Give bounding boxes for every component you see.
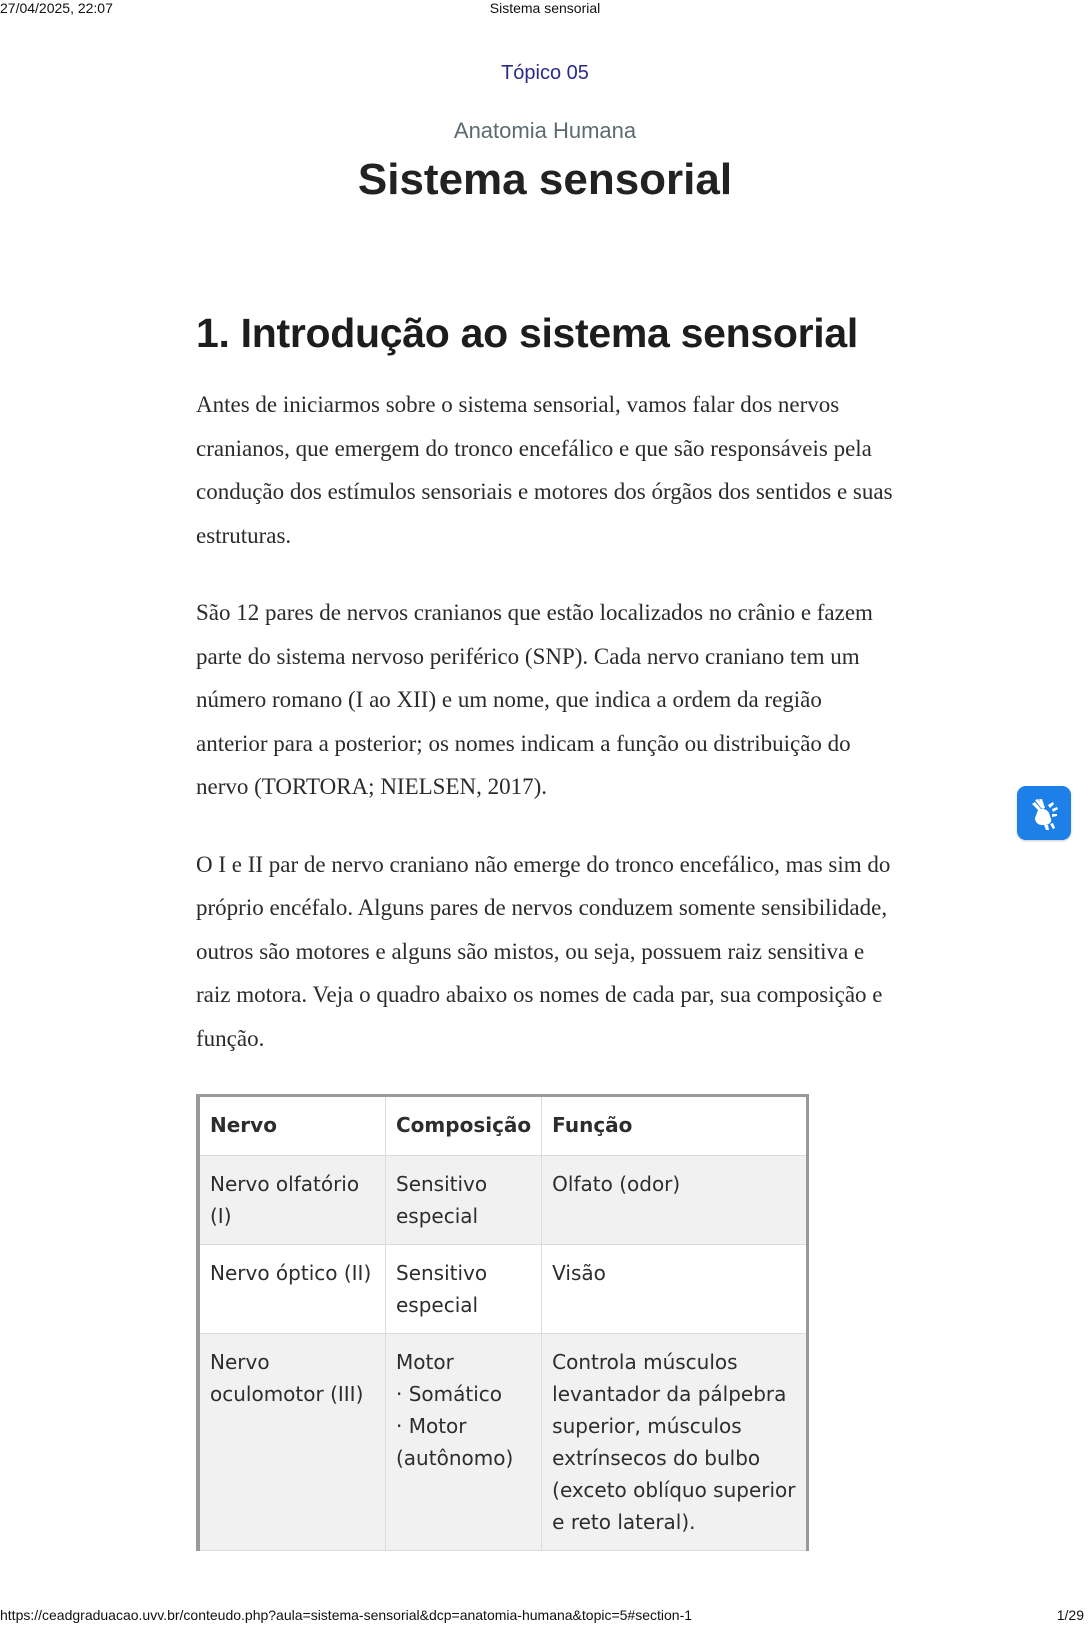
nerve-function: Visão — [542, 1245, 808, 1334]
nerve-composition: Sensitivo especial — [386, 1245, 542, 1334]
composition-line: Motor — [396, 1350, 454, 1374]
print-page-title: Sistema sensorial — [489, 0, 601, 16]
section-heading: 1. Introdução ao sistema sensorial — [196, 310, 858, 356]
table-row — [198, 1334, 808, 1551]
print-page-number: 1/29 — [1056, 1607, 1084, 1623]
intro-paragraph-3: O I e II par de nervo craniano não emerge do tronco encefálico, mas sim do próprio encéfalo. Alguns pares de nervos conduzem somente sensibilidade, outros são motores e alguns são mistos, ou seja, possuem raiz sensitiva e raiz motora. Veja o quadro abaixo os nomes de cada par, sua composição e função. — [196, 851, 891, 1051]
nerve-function: Olfato (odor) — [542, 1156, 808, 1245]
nerve-composition: Sensitivo especial — [386, 1156, 542, 1245]
table-header-row — [198, 1096, 808, 1156]
print-header — [0, 0, 1090, 18]
print-url: https://ceadgraduacao.uvv.br/conteudo.php?aula=sistema-sensorial&dcp=anatomia-humana&topic=5#section-1 — [0, 1607, 693, 1623]
intro-paragraph-1: Antes de iniciarmos sobre o sistema sensorial, vamos falar dos nervos cranianos, que emergem do tronco encefálico e que são responsáveis pela condução dos estímulos sensoriais e motores dos órgãos dos sentidos e suas estruturas. — [196, 392, 893, 548]
main-content — [196, 310, 896, 1551]
print-footer — [0, 1605, 1090, 1623]
nerve-composition — [386, 1334, 542, 1551]
sign-language-hands-icon — [1026, 795, 1062, 831]
page-title: Sistema sensorial — [357, 155, 733, 204]
intro-paragraph-2: São 12 pares de nervos cranianos que estão localizados no crânio e fazem parte do sistema nervoso periférico (SNP). Cada nervo craniano tem um número romano (I ao XII) e um nome, que indica a ordem da região anterior para a posterior; os nomes indicam a função ou distribuição do nervo (TORTORA; NIELSEN, 2017). — [196, 600, 873, 799]
nerve-name: Nervo olfatório (I) — [198, 1156, 386, 1245]
topic-label: Tópico 05 — [501, 62, 589, 84]
table-row — [198, 1156, 808, 1245]
composition-line: · Somático — [396, 1382, 503, 1406]
header-nerve: Nervo — [198, 1096, 386, 1156]
header-function: Função — [542, 1096, 808, 1156]
course-name: Anatomia Humana — [453, 118, 637, 143]
header-composition: Composição — [386, 1096, 542, 1156]
nerve-function: Controla músculos levantador da pálpebra superior, músculos extrínsecos do bulbo (exceto oblíquo superior e reto lateral). — [542, 1334, 808, 1551]
sign-language-accessibility-button[interactable] — [1017, 786, 1071, 840]
print-datetime: 27/04/2025, 22:07 — [0, 0, 113, 16]
table-row — [198, 1245, 808, 1334]
nerve-name: Nervo oculomotor (III) — [198, 1334, 386, 1551]
composition-line: · Motor (autônomo) — [396, 1414, 514, 1470]
cranial-nerves-table — [196, 1094, 809, 1551]
nerve-name: Nervo óptico (II) — [198, 1245, 386, 1334]
